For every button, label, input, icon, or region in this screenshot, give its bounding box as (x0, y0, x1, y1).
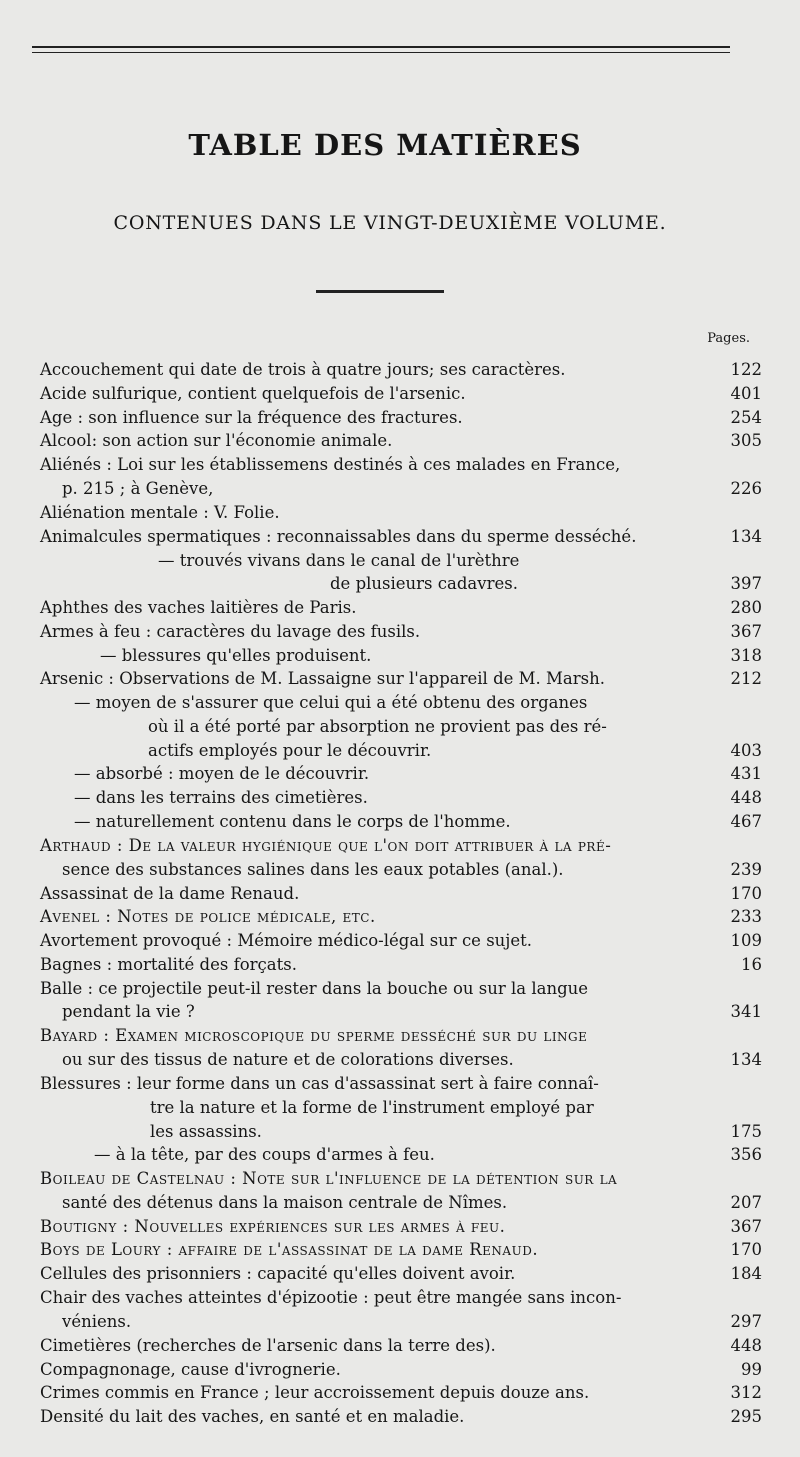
entry-page: 397 (730, 574, 762, 593)
index-entry (40, 1286, 762, 1310)
index-entry (40, 1120, 762, 1144)
entry-text: Boys de Loury : affaire de l'assassinat de la dame Renaud. (40, 1240, 539, 1259)
index-entry (40, 834, 762, 858)
index-entry (40, 977, 762, 1001)
entry-text: Age : son influence sur la fréquence des fractures. (40, 408, 463, 427)
entry-text: Balle : ce projectile peut-il rester dans la bouche ou sur la langue (40, 979, 589, 998)
index-entry (40, 477, 762, 501)
index-entry (40, 572, 762, 596)
index-entry (40, 406, 762, 430)
entry-text: — blessures qu'elles produisent. (100, 646, 372, 665)
index-entry (40, 382, 762, 406)
entry-page: 431 (730, 764, 762, 783)
entry-page: 401 (730, 384, 762, 403)
index-entry (40, 1167, 762, 1191)
index-entry (40, 358, 762, 382)
entry-page: 448 (730, 1336, 762, 1355)
entry-text: Bayard : Examen microscopique du sperme desséché sur du linge (40, 1026, 588, 1045)
entry-text: de plusieurs cadavres. (330, 574, 518, 593)
entry-page: 280 (730, 598, 762, 617)
entry-text: les assassins. (150, 1122, 262, 1141)
entry-page: 212 (730, 669, 762, 688)
index-entry (40, 1310, 762, 1334)
entry-page: 134 (730, 1050, 762, 1069)
index-entry (40, 739, 762, 763)
entry-text: Cellules des prisonniers : capacité qu'elles doivent avoir. (40, 1264, 516, 1283)
index-entry (40, 691, 762, 715)
entry-text: Bagnes : mortalité des forçats. (40, 955, 297, 974)
entry-page: 367 (730, 622, 762, 641)
index-entry (40, 786, 762, 810)
entry-text: Avenel : Notes de police médicale, etc. (40, 907, 376, 926)
index-entry (40, 525, 762, 549)
entry-page: 367 (730, 1217, 762, 1236)
entry-page: 122 (730, 360, 762, 379)
entry-page: 305 (730, 431, 762, 450)
index-entry (40, 1096, 762, 1120)
entry-text: Aliénation mentale : V. Folie. (40, 503, 280, 522)
entry-page: 341 (730, 1002, 762, 1021)
entry-text: Assassinat de la dame Renaud. (40, 884, 300, 903)
index-entry (40, 858, 762, 882)
index-entry (40, 882, 762, 906)
index-entry (40, 1024, 762, 1048)
index-entry (40, 1000, 762, 1024)
entry-text: — naturellement contenu dans le corps de l'homme. (74, 812, 511, 831)
index-entry (40, 1048, 762, 1072)
entry-text: ou sur des tissus de nature et de colorations diverses. (62, 1050, 514, 1069)
top-rule-thin (32, 52, 730, 53)
index-entry (40, 715, 762, 739)
entry-page: 312 (730, 1383, 762, 1402)
entry-text: Boileau de Castelnau : Note sur l'influence de la détention sur la (40, 1169, 618, 1188)
entry-text: pendant la vie ? (62, 1002, 195, 1021)
entry-text: où il a été porté par absorption ne provient pas des ré- (148, 717, 607, 736)
entry-text: Blessures : leur forme dans un cas d'assassinat sert à faire connaî- (40, 1074, 599, 1093)
entry-text: — moyen de s'assurer que celui qui a été obtenu des organes (74, 693, 588, 712)
entry-text: Avortement provoqué : Mémoire médico-légal sur ce sujet. (40, 931, 533, 950)
entry-page: 318 (730, 646, 762, 665)
entry-page: 254 (730, 408, 762, 427)
index-entry (40, 453, 762, 477)
entry-text: Acide sulfurique, contient quelquefois de l'arsenic. (40, 384, 466, 403)
entry-page: 16 (741, 955, 762, 974)
top-rule-thick (32, 46, 730, 48)
index-entry (40, 620, 762, 644)
entry-page: 175 (730, 1122, 762, 1141)
index-entry (40, 1262, 762, 1286)
entry-page: 403 (730, 741, 762, 760)
entry-page: 109 (730, 931, 762, 950)
entry-text: Animalcules spermatiques : reconnaissables dans du sperme desséché. (40, 527, 637, 546)
index-entry (40, 1381, 762, 1405)
index-entry (40, 1143, 762, 1167)
entry-page: 184 (730, 1264, 762, 1283)
entry-text: Chair des vaches atteintes d'épizootie : peut être mangée sans incon- (40, 1288, 622, 1307)
entry-text: Arthaud : De la valeur hygiénique que l'on doit attribuer à la pré- (40, 836, 612, 855)
entry-text: Densité du lait des vaches, en santé et en maladie. (40, 1407, 465, 1426)
index-entry (40, 929, 762, 953)
pages-column-header: Pages. (707, 331, 750, 346)
index-entry (40, 1191, 762, 1215)
entry-text: Alcool: son action sur l'économie animale. (40, 431, 393, 450)
entry-text: sence des substances salines dans les eaux potables (anal.). (62, 860, 564, 879)
entry-page: 467 (730, 812, 762, 831)
index-entry (40, 953, 762, 977)
entry-text: p. 215 ; à Genève, (62, 479, 214, 498)
entry-text: — absorbé : moyen de le découvrir. (74, 764, 370, 783)
entry-text: santé des détenus dans la maison centrale de Nîmes. (62, 1193, 508, 1212)
index-entry (40, 1405, 762, 1429)
index-entry (40, 1334, 762, 1358)
index-entry (40, 429, 762, 453)
entry-text: Cimetières (recherches de l'arsenic dans la terre des). (40, 1336, 496, 1355)
entry-text: actifs employés pour le découvrir. (148, 741, 432, 760)
entry-text: Armes à feu : caractères du lavage des fusils. (40, 622, 421, 641)
entry-page: 356 (730, 1145, 762, 1164)
entry-text: — dans les terrains des cimetières. (74, 788, 368, 807)
title-separator (316, 290, 444, 293)
entry-text: véniens. (62, 1312, 132, 1331)
entry-text: Boutigny : Nouvelles expériences sur les armes à feu. (40, 1217, 506, 1236)
entry-text: Aphthes des vaches laitières de Paris. (40, 598, 357, 617)
entry-page: 448 (730, 788, 762, 807)
entry-page: 207 (730, 1193, 762, 1212)
entry-text: — trouvés vivans dans le canal de l'urèthre (158, 551, 520, 570)
page-title: TABLE DES MATIÈRES (188, 128, 582, 162)
entry-page: 99 (741, 1360, 762, 1379)
index-entry (40, 667, 762, 691)
entry-text: — à la tête, par des coups d'armes à feu. (94, 1145, 435, 1164)
index-entry (40, 1358, 762, 1382)
entry-text: Aliénés : Loi sur les établissemens destinés à ces malades en France, (40, 455, 621, 474)
index-entry (40, 596, 762, 620)
index-entry (40, 501, 762, 525)
index-entry (40, 644, 762, 668)
entry-page: 239 (730, 860, 762, 879)
entry-page: 170 (730, 884, 762, 903)
entry-page: 233 (730, 907, 762, 926)
entry-text: Accouchement qui date de trois à quatre jours; ses caractères. (40, 360, 566, 379)
index-entry (40, 905, 762, 929)
entry-page: 226 (730, 479, 762, 498)
entry-page: 170 (730, 1240, 762, 1259)
index-entry (40, 1238, 762, 1262)
index-entry (40, 1072, 762, 1096)
entry-text: Arsenic : Observations de M. Lassaigne sur l'appareil de M. Marsh. (40, 669, 605, 688)
entry-text: Crimes commis en France ; leur accroissement depuis douze ans. (40, 1383, 590, 1402)
entry-text: Compagnonage, cause d'ivrognerie. (40, 1360, 341, 1379)
page-subtitle: CONTENUES DANS LE VINGT-DEUXIÈME VOLUME. (113, 212, 667, 234)
index-entry (40, 1215, 762, 1239)
index-entry (40, 810, 762, 834)
entry-text: tre la nature et la forme de l'instrument employé par (150, 1098, 594, 1117)
index-entry (40, 762, 762, 786)
entry-page: 297 (730, 1312, 762, 1331)
entry-page: 295 (730, 1407, 762, 1426)
entry-page: 134 (730, 527, 762, 546)
index-entry (40, 549, 762, 573)
